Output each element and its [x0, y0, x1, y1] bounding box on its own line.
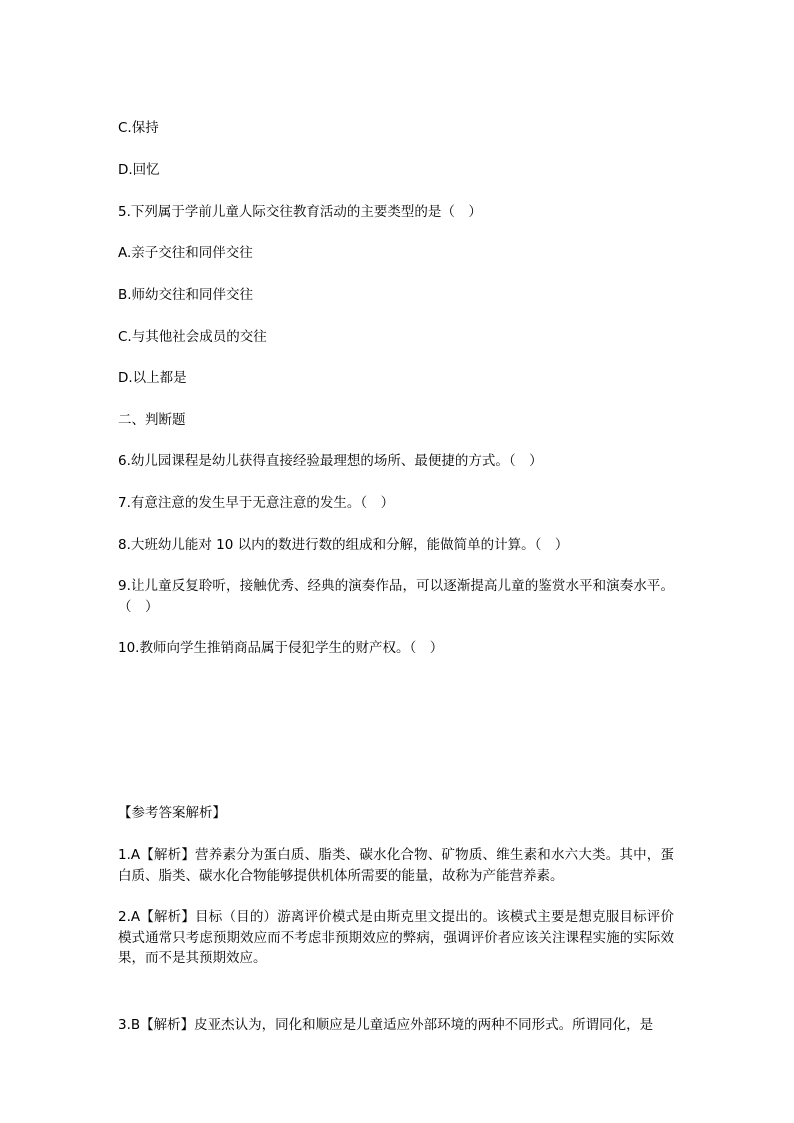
option-d: D.以上都是 [118, 370, 187, 386]
option-a: A.亲子交往和同伴交往 [118, 245, 253, 261]
option-d: D.回忆 [118, 162, 160, 178]
option-b: B.师幼交往和同伴交往 [118, 287, 254, 303]
question-9: 9.让儿童反复聆听，接触优秀、经典的演奏作品，可以逐渐提高儿童的鉴赏水平和演奏水平。（ ） [118, 578, 674, 615]
question-5: 5.下列属于学前儿童人际交往教育活动的主要类型的是（ ） [118, 204, 482, 220]
question-7: 7.有意注意的发生早于无意注意的发生。（ ） [118, 495, 395, 511]
question-6: 6.幼儿园课程是幼儿获得直接经验最理想的场所、最便捷的方式。（ ） [118, 453, 543, 469]
question-8: 8.大班幼儿能对 10 以内的数进行数的组成和分解，能做简单的计算。（ ） [118, 537, 569, 553]
answer-1: 1.A【解析】营养素分为蛋白质、脂类、碳水化合物、矿物质、维生素和水六大类。其中，蛋白质、脂类、碳水化合物能够提供机体所需要的能量，故称为产能营养素。 [118, 847, 674, 884]
option-c: C.与其他社会成员的交往 [118, 329, 267, 345]
answers-heading: 【参考答案解析】 [118, 805, 226, 821]
answer-3: 3.B【解析】皮亚杰认为，同化和顺应是儿童适应外部环境的两种不同形式。所谓同化，是 [118, 1017, 654, 1033]
answer-2: 2.A【解析】目标（目的）游离评价模式是由斯克里文提出的。该模式主要是想克服目标评价模式通常只考虑预期效应而不考虑非预期效应的弊病，强调评价者应该关注课程实施的实际效果，而不是其预期效应。 [118, 909, 674, 966]
option-c: C.保持 [118, 120, 159, 136]
section-heading: 二、判断题 [118, 412, 186, 428]
question-10: 10.教师向学生推销商品属于侵犯学生的财产权。（ ） [118, 640, 444, 656]
